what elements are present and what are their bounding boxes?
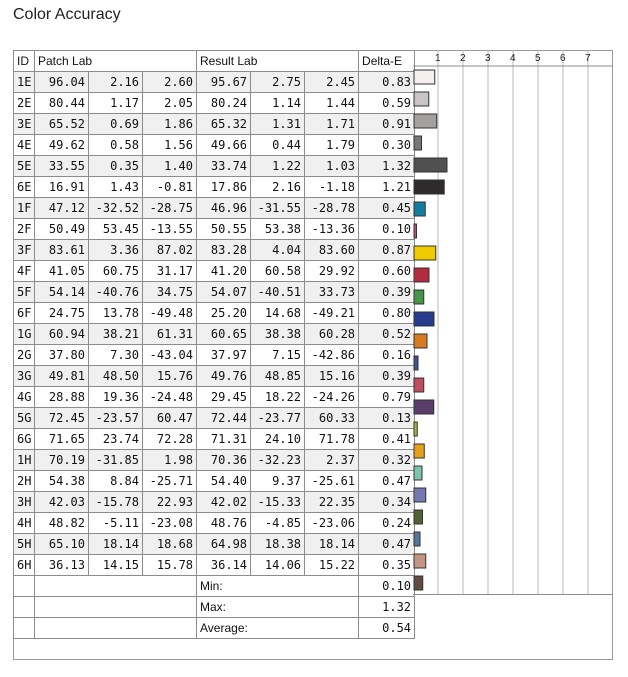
patch-b-cell: 87.02 (143, 240, 197, 261)
result-a-cell: 18.38 (251, 534, 305, 555)
delta-e-bar-1G (414, 334, 427, 348)
delta-e-bar-3G (414, 378, 424, 392)
patch-id-cell: 3F (14, 240, 35, 261)
delta-e-bar-6G (414, 444, 424, 458)
delta-e-bar-3E (414, 114, 437, 128)
result-l-cell: 33.74 (197, 156, 251, 177)
summary-blank-cell (14, 597, 35, 618)
patch-b-cell: -43.04 (143, 345, 197, 366)
table-row (14, 324, 415, 345)
table-row (14, 408, 415, 429)
patch-a-cell: 2.16 (89, 72, 143, 93)
result-a-cell: -4.85 (251, 513, 305, 534)
patch-id-cell: 3G (14, 366, 35, 387)
patch-b-cell: 1.56 (143, 135, 197, 156)
result-a-cell: -23.77 (251, 408, 305, 429)
delta-e-bar-6E (414, 180, 444, 194)
patch-l-cell: 96.04 (35, 72, 89, 93)
summary-blank-cell (35, 576, 197, 597)
table-header-row (14, 51, 415, 72)
patch-a-cell: 19.36 (89, 387, 143, 408)
delta-e-cell: 0.39 (359, 282, 415, 303)
patch-id-cell: 6E (14, 177, 35, 198)
patch-l-cell: 70.19 (35, 450, 89, 471)
patch-a-cell: 23.74 (89, 429, 143, 450)
patch-b-cell: 1.40 (143, 156, 197, 177)
result-a-cell: 14.68 (251, 303, 305, 324)
result-a-cell: 48.85 (251, 366, 305, 387)
result-a-cell: 60.58 (251, 261, 305, 282)
patch-l-cell: 47.12 (35, 198, 89, 219)
delta-e-cell: 0.32 (359, 450, 415, 471)
patch-id-cell: 3E (14, 114, 35, 135)
delta-e-bar-4E (414, 136, 422, 150)
patch-id-cell: 1F (14, 198, 35, 219)
patch-l-cell: 48.82 (35, 513, 89, 534)
patch-b-cell: -28.75 (143, 198, 197, 219)
delta-e-bar-1H (414, 466, 422, 480)
result-b-cell: 1.71 (305, 114, 359, 135)
result-b-cell: 60.28 (305, 324, 359, 345)
result-l-cell: 70.36 (197, 450, 251, 471)
patch-l-cell: 28.88 (35, 387, 89, 408)
result-l-cell: 49.76 (197, 366, 251, 387)
delta-e-cell: 0.60 (359, 261, 415, 282)
result-a-cell: 18.22 (251, 387, 305, 408)
result-b-cell: -25.61 (305, 471, 359, 492)
patch-l-cell: 36.13 (35, 555, 89, 576)
patch-b-cell: 2.05 (143, 93, 197, 114)
table-row (14, 261, 415, 282)
result-l-cell: 54.07 (197, 282, 251, 303)
result-b-cell: 1.79 (305, 135, 359, 156)
patch-l-cell: 60.94 (35, 324, 89, 345)
patch-a-cell: 53.45 (89, 219, 143, 240)
result-b-cell: -24.26 (305, 387, 359, 408)
summary-value: 0.10 (359, 576, 415, 597)
x-tick-label: 1 (435, 53, 441, 64)
patch-l-cell: 65.52 (35, 114, 89, 135)
patch-a-cell: 0.69 (89, 114, 143, 135)
patch-id-cell: 2E (14, 93, 35, 114)
patch-id-cell: 5F (14, 282, 35, 303)
delta-e-bar-5G (414, 422, 417, 436)
table-row (14, 219, 415, 240)
result-b-cell: -13.36 (305, 219, 359, 240)
patch-l-cell: 16.91 (35, 177, 89, 198)
patch-a-cell: -5.11 (89, 513, 143, 534)
patch-a-cell: 14.15 (89, 555, 143, 576)
x-tick-label: 3 (485, 53, 491, 64)
patch-l-cell: 49.62 (35, 135, 89, 156)
patch-a-cell: 3.36 (89, 240, 143, 261)
table-row (14, 429, 415, 450)
summary-label: Max: (197, 597, 359, 618)
table-row (14, 555, 415, 576)
summary-label: Average: (197, 618, 359, 639)
patch-b-cell: -24.48 (143, 387, 197, 408)
patch-l-cell: 24.75 (35, 303, 89, 324)
patch-a-cell: 18.14 (89, 534, 143, 555)
table-row (14, 240, 415, 261)
patch-id-cell: 5H (14, 534, 35, 555)
table-row (14, 450, 415, 471)
x-tick-label: 2 (460, 53, 466, 64)
table-row (14, 282, 415, 303)
delta-e-cell: 0.80 (359, 303, 415, 324)
delta-e-cell: 0.13 (359, 408, 415, 429)
result-a-cell: 1.22 (251, 156, 305, 177)
patch-id-cell: 1H (14, 450, 35, 471)
patch-l-cell: 71.65 (35, 429, 89, 450)
result-a-cell: 53.38 (251, 219, 305, 240)
patch-a-cell: 38.21 (89, 324, 143, 345)
result-l-cell: 72.44 (197, 408, 251, 429)
result-b-cell: 1.03 (305, 156, 359, 177)
x-tick-label: 7 (585, 53, 591, 64)
patch-b-cell: -23.08 (143, 513, 197, 534)
delta-e-cell: 0.45 (359, 198, 415, 219)
delta-e-cell: 0.91 (359, 114, 415, 135)
delta-e-bar-4H (414, 532, 420, 546)
summary-value: 0.54 (359, 618, 415, 639)
result-a-cell: 7.15 (251, 345, 305, 366)
patch-l-cell: 83.61 (35, 240, 89, 261)
delta-e-cell: 0.52 (359, 324, 415, 345)
result-l-cell: 95.67 (197, 72, 251, 93)
summary-blank-cell (35, 618, 197, 639)
patch-id-cell: 2F (14, 219, 35, 240)
table-row (14, 471, 415, 492)
result-b-cell: 33.73 (305, 282, 359, 303)
patch-a-cell: -23.57 (89, 408, 143, 429)
patch-b-cell: 22.93 (143, 492, 197, 513)
patch-l-cell: 42.03 (35, 492, 89, 513)
summary-row (14, 576, 415, 597)
delta-e-bar-chart (413, 50, 613, 660)
table-row (14, 366, 415, 387)
delta-e-cell: 0.47 (359, 471, 415, 492)
table-row (14, 156, 415, 177)
delta-e-cell: 1.32 (359, 156, 415, 177)
delta-e-bar-5E (414, 158, 447, 172)
patch-b-cell: 1.98 (143, 450, 197, 471)
result-b-cell: 22.35 (305, 492, 359, 513)
result-l-cell: 65.32 (197, 114, 251, 135)
result-b-cell: 18.14 (305, 534, 359, 555)
result-a-cell: 14.06 (251, 555, 305, 576)
table-row (14, 534, 415, 555)
patch-id-cell: 6H (14, 555, 35, 576)
delta-e-bar-1E (414, 70, 435, 84)
result-a-cell: 2.16 (251, 177, 305, 198)
result-a-cell: -32.23 (251, 450, 305, 471)
table-row (14, 387, 415, 408)
patch-a-cell: -40.76 (89, 282, 143, 303)
page-title: Color Accuracy (13, 6, 121, 23)
result-a-cell: 2.75 (251, 72, 305, 93)
result-l-cell: 42.02 (197, 492, 251, 513)
patch-l-cell: 41.05 (35, 261, 89, 282)
result-b-cell: -42.86 (305, 345, 359, 366)
patch-b-cell: 61.31 (143, 324, 197, 345)
result-b-cell: -28.78 (305, 198, 359, 219)
patch-b-cell: 15.76 (143, 366, 197, 387)
delta-e-bar-5F (414, 290, 424, 304)
result-l-cell: 71.31 (197, 429, 251, 450)
result-b-cell: -23.06 (305, 513, 359, 534)
summary-blank-cell (35, 597, 197, 618)
patch-id-cell: 4F (14, 261, 35, 282)
delta-e-bar-1F (414, 202, 425, 216)
delta-e-bar-6H (414, 576, 423, 590)
patch-a-cell: 0.35 (89, 156, 143, 177)
patch-b-cell: 2.60 (143, 72, 197, 93)
result-b-cell: 1.44 (305, 93, 359, 114)
result-a-cell: -31.55 (251, 198, 305, 219)
delta-e-cell: 1.21 (359, 177, 415, 198)
patch-l-cell: 72.45 (35, 408, 89, 429)
delta-e-cell: 0.87 (359, 240, 415, 261)
patch-b-cell: -25.71 (143, 471, 197, 492)
result-l-cell: 25.20 (197, 303, 251, 324)
delta-e-bar-3F (414, 246, 436, 260)
patch-l-cell: 37.80 (35, 345, 89, 366)
delta-e-cell: 0.35 (359, 555, 415, 576)
result-l-cell: 54.40 (197, 471, 251, 492)
result-l-cell: 50.55 (197, 219, 251, 240)
result-b-cell: 71.78 (305, 429, 359, 450)
patch-a-cell: -32.52 (89, 198, 143, 219)
result-b-cell: -1.18 (305, 177, 359, 198)
patch-a-cell: 13.78 (89, 303, 143, 324)
delta-e-cell: 0.30 (359, 135, 415, 156)
patch-b-cell: 18.68 (143, 534, 197, 555)
header-patch-lab: Patch Lab (35, 51, 197, 72)
patch-id-cell: 4E (14, 135, 35, 156)
patch-id-cell: 6F (14, 303, 35, 324)
patch-id-cell: 1G (14, 324, 35, 345)
summary-row (14, 618, 415, 639)
result-a-cell: 24.10 (251, 429, 305, 450)
header-id: ID (14, 51, 35, 72)
delta-e-cell: 0.79 (359, 387, 415, 408)
patch-id-cell: 2G (14, 345, 35, 366)
x-tick-label: 5 (535, 53, 541, 64)
table-row (14, 303, 415, 324)
patch-b-cell: -49.48 (143, 303, 197, 324)
delta-e-bar-2H (414, 488, 426, 502)
delta-e-cell: 0.10 (359, 219, 415, 240)
summary-label: Min: (197, 576, 359, 597)
result-a-cell: 4.04 (251, 240, 305, 261)
summary-value: 1.32 (359, 597, 415, 618)
patch-a-cell: 60.75 (89, 261, 143, 282)
table-row (14, 177, 415, 198)
table-row (14, 135, 415, 156)
result-l-cell: 80.24 (197, 93, 251, 114)
patch-b-cell: 72.28 (143, 429, 197, 450)
patch-a-cell: 1.43 (89, 177, 143, 198)
patch-l-cell: 65.10 (35, 534, 89, 555)
patch-id-cell: 5G (14, 408, 35, 429)
patch-a-cell: 1.17 (89, 93, 143, 114)
result-a-cell: 38.38 (251, 324, 305, 345)
result-l-cell: 83.28 (197, 240, 251, 261)
patch-a-cell: -15.78 (89, 492, 143, 513)
result-b-cell: 15.22 (305, 555, 359, 576)
delta-e-bar-2F (414, 224, 417, 238)
delta-e-cell: 0.41 (359, 429, 415, 450)
patch-l-cell: 54.38 (35, 471, 89, 492)
delta-e-bar-5H (414, 554, 426, 568)
header-delta-e: Delta-E (359, 51, 415, 72)
result-a-cell: 9.37 (251, 471, 305, 492)
result-b-cell: 29.92 (305, 261, 359, 282)
header-result-lab: Result Lab (197, 51, 359, 72)
patch-id-cell: 6G (14, 429, 35, 450)
table-row (14, 93, 415, 114)
patch-b-cell: -13.55 (143, 219, 197, 240)
result-l-cell: 17.86 (197, 177, 251, 198)
patch-l-cell: 54.14 (35, 282, 89, 303)
patch-a-cell: 8.84 (89, 471, 143, 492)
delta-e-bar-6F (414, 312, 434, 326)
delta-e-cell: 0.34 (359, 492, 415, 513)
summary-blank-cell (14, 576, 35, 597)
patch-a-cell: 7.30 (89, 345, 143, 366)
patch-id-cell: 5E (14, 156, 35, 177)
result-b-cell: 60.33 (305, 408, 359, 429)
patch-b-cell: 31.17 (143, 261, 197, 282)
summary-blank-cell (14, 618, 35, 639)
patch-b-cell: 15.78 (143, 555, 197, 576)
result-b-cell: 83.60 (305, 240, 359, 261)
patch-l-cell: 50.49 (35, 219, 89, 240)
delta-e-bar-3H (414, 510, 423, 524)
delta-e-cell: 0.16 (359, 345, 415, 366)
result-l-cell: 41.20 (197, 261, 251, 282)
patch-b-cell: -0.81 (143, 177, 197, 198)
delta-e-cell: 0.47 (359, 534, 415, 555)
patch-a-cell: 0.58 (89, 135, 143, 156)
patch-l-cell: 49.81 (35, 366, 89, 387)
result-l-cell: 46.96 (197, 198, 251, 219)
patch-b-cell: 1.86 (143, 114, 197, 135)
patch-id-cell: 4H (14, 513, 35, 534)
result-l-cell: 29.45 (197, 387, 251, 408)
delta-e-bar-4G (414, 400, 434, 414)
summary-row (14, 597, 415, 618)
result-a-cell: -15.33 (251, 492, 305, 513)
patch-id-cell: 1E (14, 72, 35, 93)
result-a-cell: -40.51 (251, 282, 305, 303)
patch-id-cell: 3H (14, 492, 35, 513)
patch-id-cell: 4G (14, 387, 35, 408)
delta-e-bar-2E (414, 92, 429, 106)
table-row (14, 72, 415, 93)
patch-a-cell: -31.85 (89, 450, 143, 471)
result-a-cell: 1.14 (251, 93, 305, 114)
patch-id-cell: 2H (14, 471, 35, 492)
result-a-cell: 1.31 (251, 114, 305, 135)
color-accuracy-table (13, 50, 415, 639)
table-row (14, 345, 415, 366)
table-row (14, 492, 415, 513)
delta-e-cell: 0.83 (359, 72, 415, 93)
table-row (14, 513, 415, 534)
result-b-cell: 15.16 (305, 366, 359, 387)
result-l-cell: 36.14 (197, 555, 251, 576)
result-l-cell: 64.98 (197, 534, 251, 555)
patch-a-cell: 48.50 (89, 366, 143, 387)
result-b-cell: 2.37 (305, 450, 359, 471)
delta-e-bar-2G (414, 356, 418, 370)
x-tick-label: 4 (510, 53, 516, 64)
patch-b-cell: 34.75 (143, 282, 197, 303)
delta-e-cell: 0.39 (359, 366, 415, 387)
delta-e-cell: 0.24 (359, 513, 415, 534)
patch-b-cell: 60.47 (143, 408, 197, 429)
patch-l-cell: 33.55 (35, 156, 89, 177)
result-l-cell: 48.76 (197, 513, 251, 534)
table-row (14, 114, 415, 135)
patch-l-cell: 80.44 (35, 93, 89, 114)
result-a-cell: 0.44 (251, 135, 305, 156)
result-l-cell: 37.97 (197, 345, 251, 366)
delta-e-cell: 0.59 (359, 93, 415, 114)
result-b-cell: -49.21 (305, 303, 359, 324)
x-tick-label: 6 (560, 53, 566, 64)
result-l-cell: 60.65 (197, 324, 251, 345)
result-l-cell: 49.66 (197, 135, 251, 156)
delta-e-bar-4F (414, 268, 429, 282)
table-row (14, 198, 415, 219)
result-b-cell: 2.45 (305, 72, 359, 93)
